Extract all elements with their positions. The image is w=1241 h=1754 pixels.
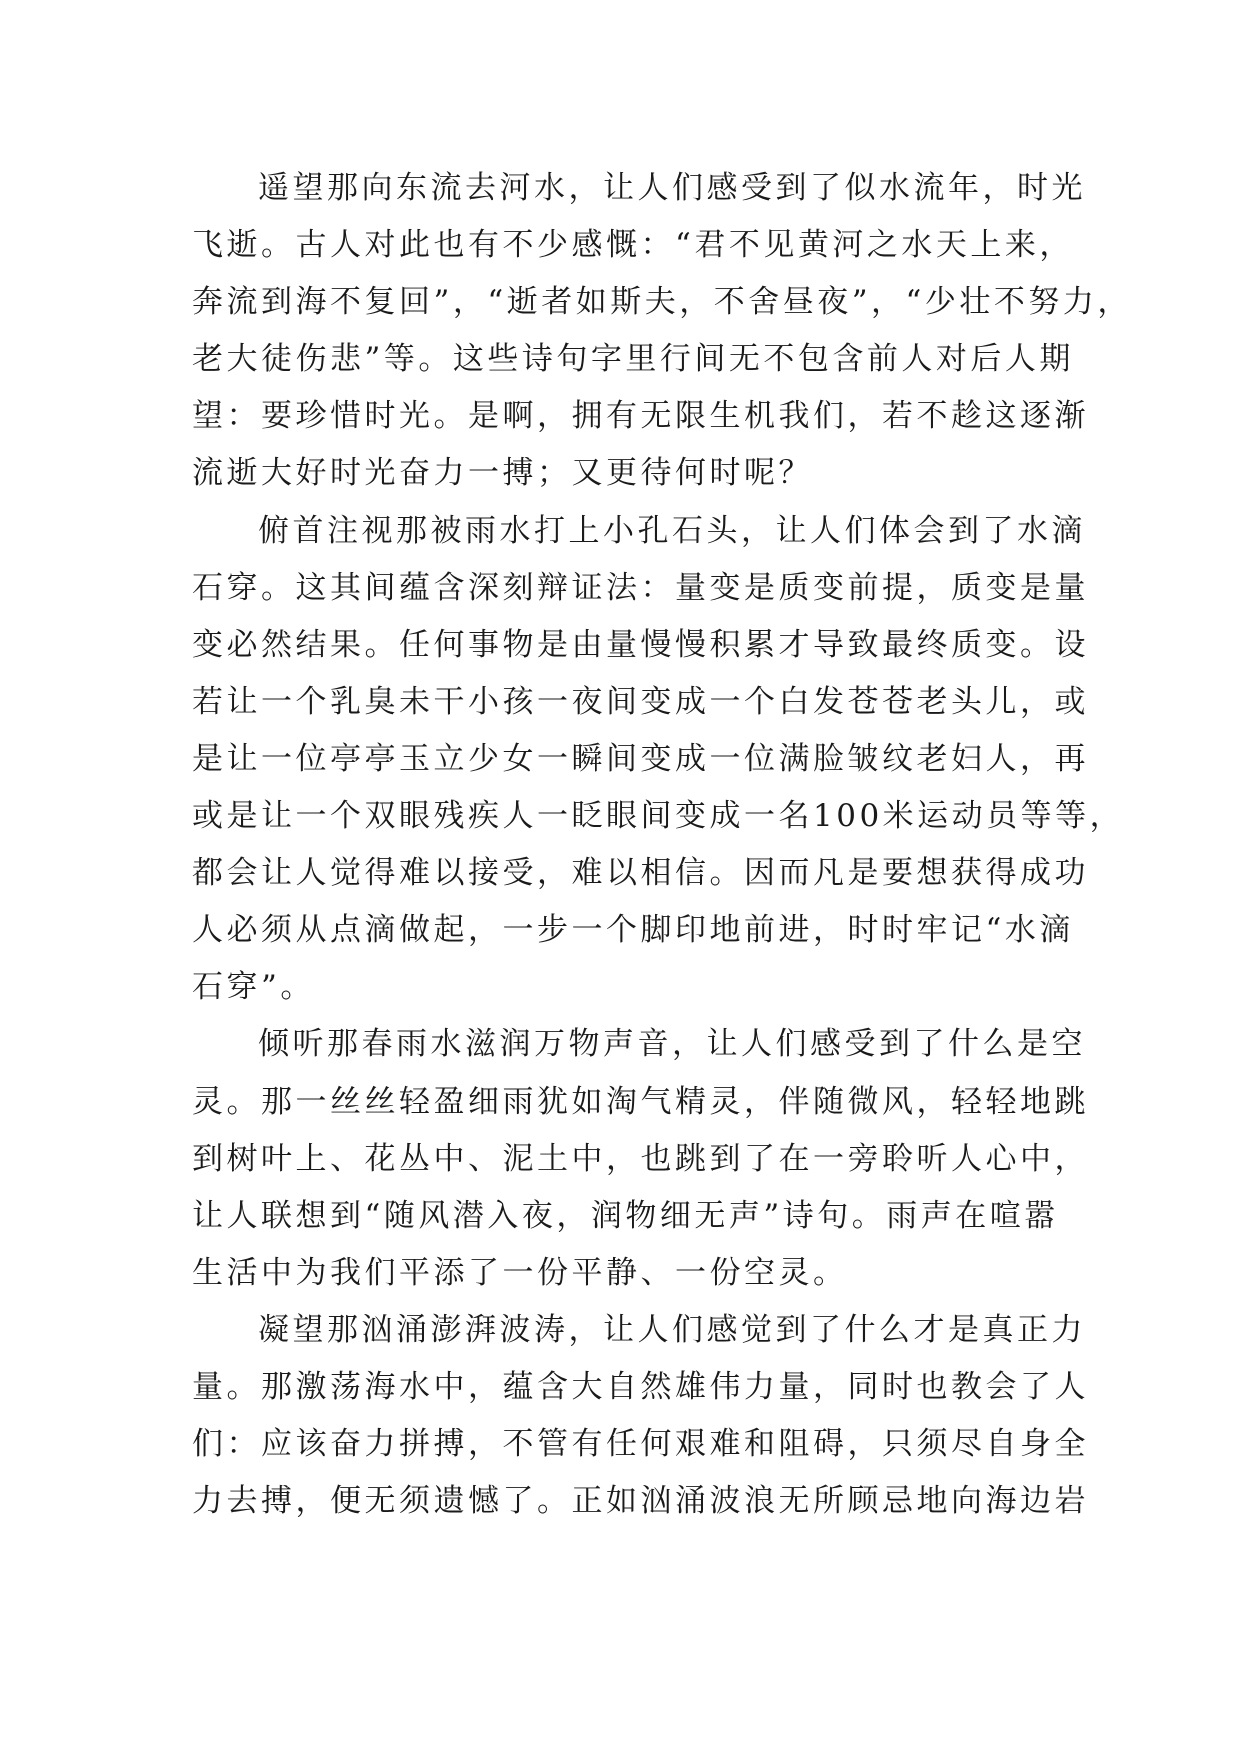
text-line: 若让一个乳臭未干小孩一夜间变成一个白发苍苍老头儿，或 bbox=[192, 683, 1089, 720]
text-line: 凝望那汹涌澎湃波涛，让人们感觉到了什么才是真正力 bbox=[258, 1311, 1086, 1348]
text-line: 或是让一个双眼残疾人一眨眼间变成一名100米运动员等等， bbox=[192, 798, 1125, 835]
text-line: 石穿。这其间蕴含深刻辩证法：量变是质变前提，质变是量 bbox=[192, 569, 1089, 606]
text-line: 遥望那向东流去河水，让人们感受到了似水流年，时光 bbox=[258, 170, 1086, 206]
text-line: 俯首注视那被雨水打上小孔石头，让人们体会到了水滴 bbox=[258, 512, 1086, 549]
text-line: 力去搏，便无须遗憾了。正如汹涌波浪无所顾忌地向海边岩 bbox=[192, 1483, 1089, 1520]
text-line: 让人联想到“随风潜入夜，润物细无声”诗句。雨声在喧嚣 bbox=[192, 1197, 1059, 1234]
text-line: 灵。那一丝丝轻盈细雨犹如淘气精灵，伴随微风，轻轻地跳 bbox=[192, 1083, 1089, 1120]
paragraph-waves bbox=[192, 1302, 1089, 1530]
text-line: 望：要珍惜时光。是啊，拥有无限生机我们，若不趁这逐渐 bbox=[192, 398, 1089, 435]
text-line: 飞逝。古人对此也有不少感慨：“君不见黄河之水天上来， bbox=[192, 227, 1074, 264]
text-line: 量。那激荡海水中，蕴含大自然雄伟力量，同时也教会了人 bbox=[192, 1368, 1089, 1405]
text-line: 变必然结果。任何事物是由量慢慢积累才导致最终质变。设 bbox=[192, 626, 1089, 663]
paragraph-river bbox=[192, 160, 1132, 503]
text-line: 人必须从点滴做起，一步一个脚印地前进，时时牢记“水滴 bbox=[192, 912, 1074, 949]
paragraph-stone bbox=[192, 503, 1125, 1017]
text-line: 是让一位亭亭玉立少女一瞬间变成一位满脸皱纹老妇人，再 bbox=[192, 740, 1089, 777]
text-line: 生活中为我们平添了一份平静、一份空灵。 bbox=[192, 1254, 848, 1291]
text-line: 倾听那春雨水滋润万物声音，让人们感受到了什么是空 bbox=[258, 1026, 1086, 1063]
document-body bbox=[192, 160, 1132, 1530]
text-line: 流逝大好时光奋力一搏；又更待何时呢？ bbox=[192, 455, 813, 492]
text-line: 到树叶上、花丛中、泥土中，也跳到了在一旁聆听人心中， bbox=[192, 1140, 1089, 1177]
paragraph-rain bbox=[192, 1016, 1089, 1301]
text-line: 石穿”。 bbox=[192, 969, 315, 1006]
text-line: 都会让人觉得难以接受，难以相信。因而凡是要想获得成功 bbox=[192, 855, 1089, 892]
text-line: 老大徒伤悲”等。这些诗句字里行间无不包含前人对后人期 bbox=[192, 341, 1074, 378]
text-line: 奔流到海不复回”，“逝者如斯夫，不舍昼夜”，“少壮不努力， bbox=[192, 284, 1132, 321]
text-line: 们：应该奋力拼搏，不管有任何艰难和阻碍，只须尽自身全 bbox=[192, 1426, 1089, 1463]
